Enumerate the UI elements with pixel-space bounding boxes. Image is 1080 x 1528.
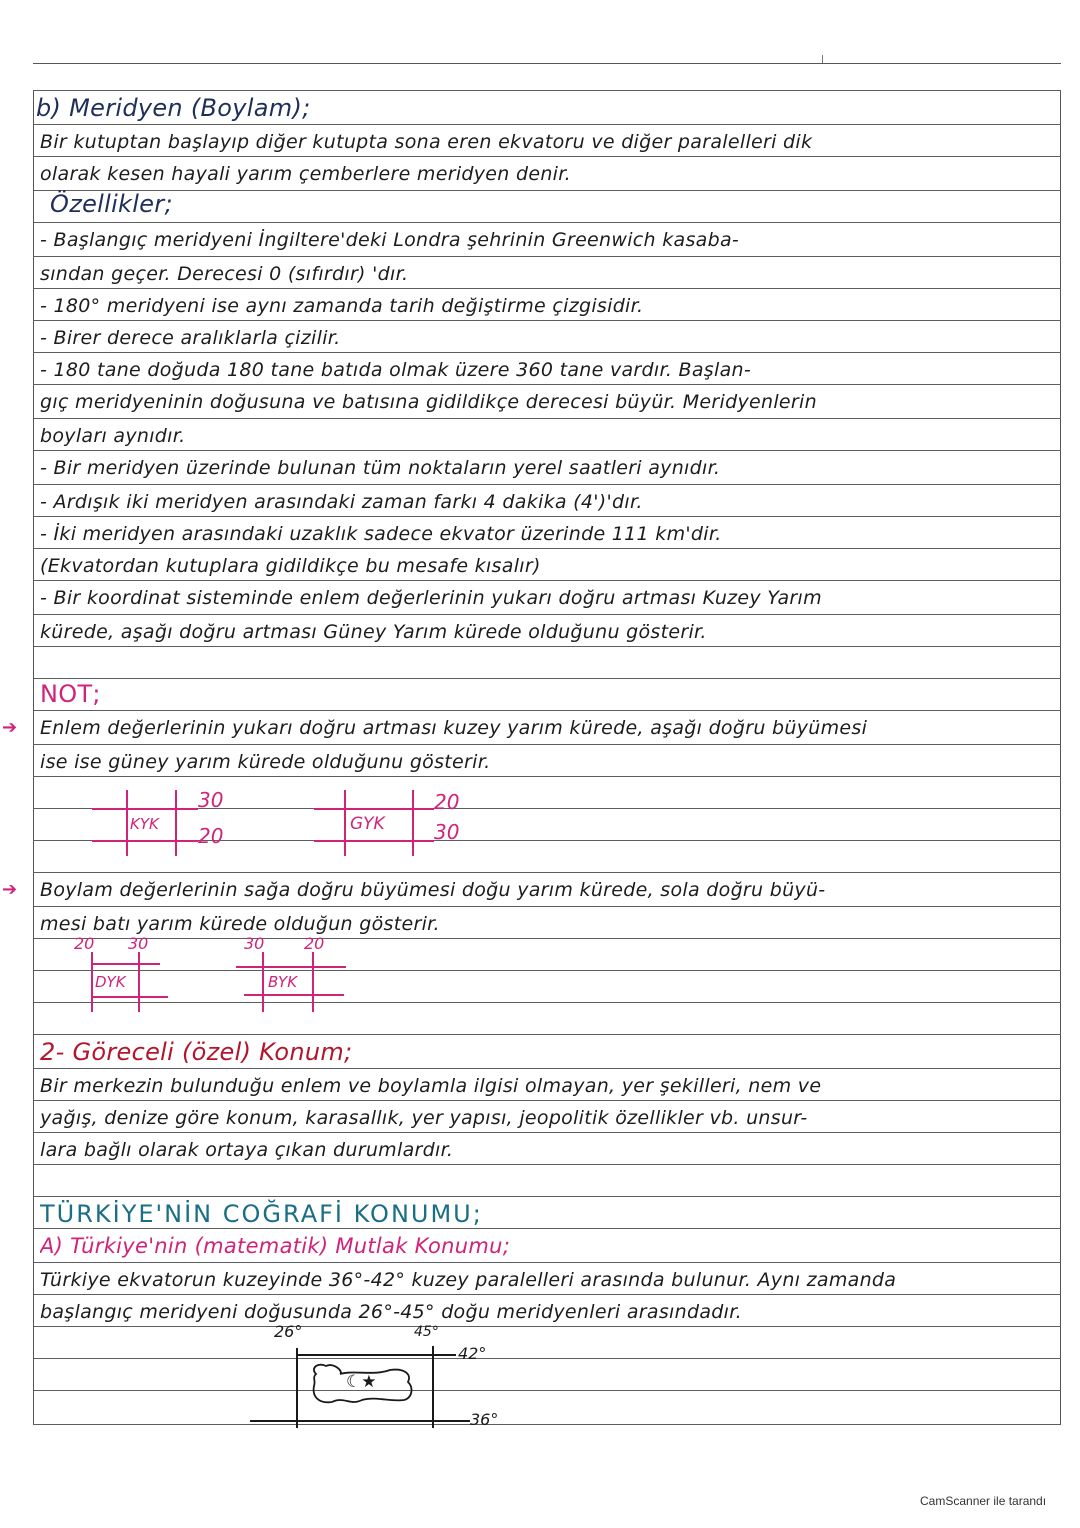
diagram-line bbox=[92, 808, 198, 810]
map-west-label: 26° bbox=[274, 1322, 303, 1341]
map-line bbox=[250, 1420, 470, 1422]
diagram-value-top: 30 bbox=[198, 788, 224, 812]
diagram-value-right: 30 bbox=[128, 934, 149, 953]
rule bbox=[33, 614, 1061, 615]
feature-line: - Başlangıç meridyeni İngiltere'deki Londra şehrinin Greenwich kasaba- bbox=[40, 229, 740, 251]
diagram-label: KYK bbox=[130, 815, 159, 833]
section-title-turkey: TÜRKİYE'NİN COĞRAFİ KONUMU; bbox=[40, 1200, 483, 1228]
rule bbox=[33, 872, 1061, 873]
diagram-value-bottom: 20 bbox=[198, 824, 224, 848]
feature-line: kürede, aşağı doğru artması Güney Yarım kürede olduğunu gösterir. bbox=[40, 621, 707, 643]
rule bbox=[33, 906, 1061, 907]
rule bbox=[33, 418, 1061, 419]
map-line bbox=[432, 1346, 434, 1428]
feature-line: - Bir koordinat sisteminde enlem değerlerinin yukarı doğru artması Kuzey Yarım bbox=[40, 587, 822, 609]
rule bbox=[33, 1068, 1061, 1069]
diagram-line bbox=[344, 790, 346, 856]
feature-line: - Birer derece aralıklarla çizilir. bbox=[40, 327, 341, 349]
diagram-line bbox=[314, 808, 434, 810]
rule bbox=[33, 256, 1061, 257]
crescent-star-icon: ☾★ bbox=[346, 1372, 377, 1392]
diagram-label: DYK bbox=[95, 973, 126, 991]
diagram-line bbox=[312, 952, 314, 1012]
features-title: Özellikler; bbox=[50, 190, 173, 218]
relative-location-line: yağış, denize göre konum, karasallık, yer yapısı, jeopolitik özellikler vb. unsur- bbox=[40, 1107, 808, 1129]
turkey-line: başlangıç meridyeni doğusunda 26°-45° doğu meridyenleri arasındadır. bbox=[40, 1301, 742, 1323]
feature-line: sından geçer. Derecesi 0 (sıfırdır) 'dır. bbox=[40, 263, 409, 285]
subsection-title-absolute-location: A) Türkiye'nin (matematik) Mutlak Konumu; bbox=[40, 1234, 511, 1258]
note-latitude-line: ise ise güney yarım kürede olduğunu gösterir. bbox=[40, 751, 491, 773]
diagram-value-bottom: 30 bbox=[434, 820, 460, 844]
rule bbox=[33, 222, 1061, 223]
page-top-tick bbox=[822, 55, 823, 63]
feature-line: boyları aynıdır. bbox=[40, 425, 186, 447]
rule bbox=[33, 1002, 1061, 1003]
diagram-value-left: 20 bbox=[74, 934, 95, 953]
diagram-line bbox=[262, 952, 264, 1012]
diagram-line bbox=[314, 840, 434, 842]
turkey-line: Türkiye ekvatorun kuzeyinde 36°-42° kuzey paralelleri arasında bulunur. Aynı zamanda bbox=[40, 1269, 897, 1291]
rule bbox=[33, 1034, 1061, 1035]
relative-location-line: Bir merkezin bulunduğu enlem ve boylamla ilgisi olmayan, yer şekilleri, nem ve bbox=[40, 1075, 822, 1097]
diagram-line bbox=[92, 996, 168, 998]
rule bbox=[33, 744, 1061, 745]
rule bbox=[33, 90, 1061, 91]
note-longitude-line: Boylam değerlerinin sağa doğru büyümesi doğu yarım kürede, sola doğru büyü- bbox=[40, 879, 826, 901]
scanner-watermark: CamScanner ile tarandı bbox=[920, 1494, 1047, 1508]
feature-line: (Ekvatordan kutuplara gidildikçe bu mesafe kısalır) bbox=[40, 555, 541, 577]
diagram-label: BYK bbox=[268, 973, 298, 991]
rule bbox=[33, 710, 1061, 711]
map-south-label: 36° bbox=[470, 1410, 499, 1429]
rule bbox=[33, 1262, 1061, 1263]
feature-line: gıç meridyeninin doğusuna ve batısına gidildikçe derecesi büyür. Meridyenlerin bbox=[40, 391, 817, 413]
rule bbox=[33, 970, 1061, 971]
feature-line: - Ardışık iki meridyen arasındaki zaman farkı 4 dakika (4')'dır. bbox=[40, 491, 643, 513]
map-line bbox=[296, 1348, 298, 1428]
definition-line: Bir kutuptan başlayıp diğer kutupta sona eren ekvatoru ve diğer paralelleri dik bbox=[40, 131, 813, 153]
diagram-line bbox=[236, 966, 346, 968]
diagram-line bbox=[126, 790, 128, 856]
arrow-icon: ➔ bbox=[2, 717, 18, 738]
rule bbox=[33, 484, 1061, 485]
diagram-line bbox=[244, 994, 344, 996]
note-title: NOT; bbox=[40, 680, 101, 708]
section-title-meridyen: b) Meridyen (Boylam); bbox=[36, 94, 311, 122]
page-top-rule bbox=[33, 63, 1061, 64]
rule bbox=[33, 124, 1061, 125]
diagram-line bbox=[138, 952, 140, 1012]
map-north-label: 42° bbox=[458, 1344, 487, 1363]
feature-line: - 180° meridyeni ise aynı zamanda tarih değiştirme çizgisidir. bbox=[40, 295, 644, 317]
diagram-line bbox=[91, 952, 93, 1012]
feature-line: - 180 tane doğuda 180 tane batıda olmak üzere 360 tane vardır. Başlan- bbox=[40, 359, 752, 381]
rule bbox=[33, 1358, 1061, 1359]
rule bbox=[33, 1424, 1061, 1425]
diagram-line bbox=[412, 790, 414, 856]
diagram-value-right: 20 bbox=[304, 934, 325, 953]
map-east-label: 45° bbox=[414, 1324, 439, 1340]
rule bbox=[33, 1196, 1061, 1197]
relative-location-line: lara bağlı olarak ortaya çıkan durumlardır. bbox=[40, 1139, 454, 1161]
definition-line: olarak kesen hayali yarım çemberlere meridyen denir. bbox=[40, 163, 571, 185]
rule bbox=[33, 1390, 1061, 1391]
diagram-label: GYK bbox=[350, 814, 385, 834]
diagram-line bbox=[92, 963, 160, 965]
note-longitude-line: mesi batı yarım kürede olduğun gösterir. bbox=[40, 913, 440, 935]
feature-line: - Bir meridyen üzerinde bulunan tüm noktaların yerel saatleri aynıdır. bbox=[40, 457, 721, 479]
note-latitude-line: Enlem değerlerinin yukarı doğru artması kuzey yarım kürede, aşağı doğru büyümesi bbox=[40, 717, 868, 739]
diagram-value-left: 30 bbox=[244, 934, 265, 953]
diagram-line bbox=[92, 840, 198, 842]
feature-line: - İki meridyen arasındaki uzaklık sadece ekvator üzerinde 111 km'dir. bbox=[40, 523, 722, 545]
diagram-line bbox=[175, 790, 177, 856]
section-title-relative-location: 2- Göreceli (özel) Konum; bbox=[40, 1038, 353, 1066]
arrow-icon: ➔ bbox=[2, 879, 18, 900]
diagram-value-top: 20 bbox=[434, 790, 460, 814]
